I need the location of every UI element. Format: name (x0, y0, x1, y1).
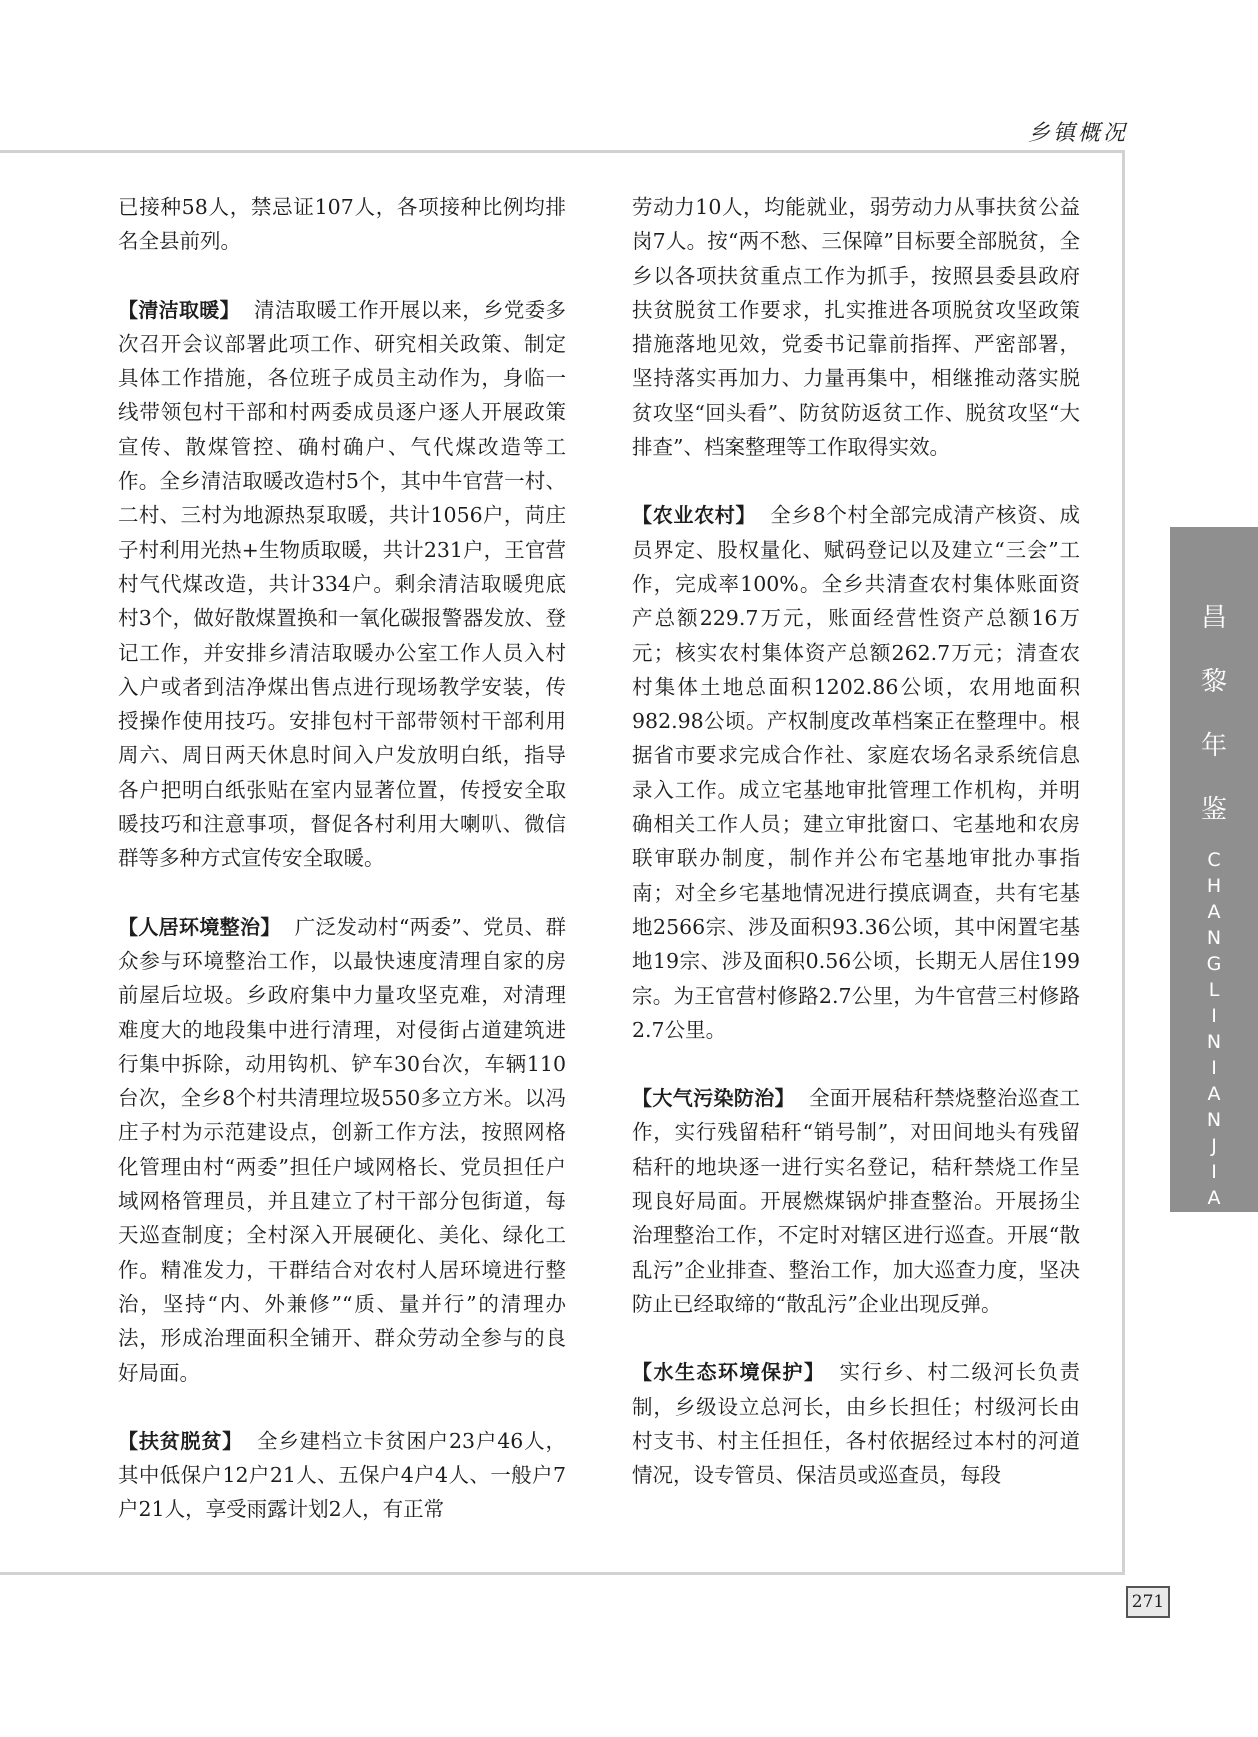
section-heading: 【清洁取暖】 (118, 297, 240, 322)
side-tab-letter: H (1206, 875, 1222, 897)
section-living-environment (118, 910, 566, 1390)
section-heading: 【水生态环境保护】 (632, 1360, 826, 1385)
section-agriculture (632, 498, 1080, 1047)
side-tab-letter: A (1207, 901, 1221, 923)
side-tab-char: 黎 (1200, 667, 1227, 697)
section-text: 全乡8个村全部完成清产核资、成员界定、股权量化、赋码登记以及建立“三会”工作，完成率100%。全乡共清查农村集体账面资产总额229.7万元，账面经营性资产总额16万元；核实农村集体资产总额262.7万元；清查农村集体土地总面积1202.86公顷，农用地面积982.98公顷。产权制度改革档案正在整理中。根据省市要求完成合作社、家庭农场名录系统信息录入工作。成立宅基地审批管理工作机构，并明确相关工作人员；建立审批窗口、宅基地和农房联审联办制度，制作并公布宅基地审批办事指南；对全乡宅基地情况进行摸底调查，共有宅基地2566宗、涉及面积93.36公顷，其中闲置宅基地19宗、涉及面积0.56公顷，长期无人居住199宗。为王官营村修路2.7公里，为牛官营三村修路2.7公里。 (632, 503, 1080, 1042)
side-tab-letter: I (1211, 1005, 1217, 1027)
right-column (632, 190, 1080, 1492)
page-number: 271 (1126, 1586, 1170, 1618)
section-heading: 【农业农村】 (632, 503, 757, 528)
side-tab-letter: A (1207, 1083, 1221, 1105)
side-tab-char: 昌 (1200, 603, 1227, 633)
section-heading: 【人居环境整治】 (118, 914, 281, 939)
section-poverty-alleviation (118, 1424, 566, 1527)
running-header-title: 乡镇概况 (1028, 121, 1129, 146)
side-tab-yearbook (1170, 527, 1258, 1235)
section-text: 全面开展秸秆禁烧整治巡查工作，实行残留秸秆“销号制”，对田间地头有残留秸秆的地块逐一进行实名登记，秸秆禁烧工作呈现良好局面。开展燃煤锅炉排查整治。开展扬尘治理整治工作，不定时对辖区进行巡查。开展“散乱污”企业排查、整治工作，加大巡查力度，坚决防止已经取缔的“散乱污”企业出现反弹。 (632, 1086, 1080, 1316)
section-clean-heating (118, 293, 566, 876)
section-air-pollution (632, 1081, 1080, 1321)
side-tab-char: 年 (1200, 731, 1227, 761)
side-tab-letter: I (1211, 1057, 1217, 1079)
side-tab-letter: I (1211, 1161, 1217, 1183)
section-text: 全乡建档立卡贫困户23户46人，其中低保户12户21人、五保户4户4人、一般户7户21人，享受雨露计划2人，有正常 (118, 1428, 566, 1522)
side-tab-letter: N (1206, 927, 1222, 949)
side-tab-letter: N (1206, 1031, 1222, 1053)
side-tab-char: 鉴 (1200, 795, 1227, 825)
section-text: 实行乡、村二级河长负责制，乡级设立总河长，由乡长担任；村级河长由村支书、村主任担任，各村依据经过本村的河道情况，设专管员、保洁员或巡查员，每段 (632, 1360, 1080, 1488)
side-tab-letter: N (1206, 1109, 1222, 1131)
left-intro-paragraph: 已接种58人，禁忌证107人，各项接种比例均排名全县前列。 (118, 195, 566, 254)
side-tab-letter: N (1206, 1213, 1222, 1235)
section-heading: 【大气污染防治】 (632, 1086, 795, 1111)
section-water-ecology (632, 1355, 1080, 1492)
side-tab-letter: G (1206, 953, 1222, 975)
section-text: 广泛发动村“两委”、党员、群众参与环境整治工作，以最快速度清理自家的房前屋后垃圾。乡政府集中力量攻坚克难，对清理难度大的地段集中进行清理，对侵街占道建筑进行集中拆除，动用钩机、铲车30台次，车辆110台次，全乡8个村共清理垃圾550多立方米。以冯庄子村为示范建设点，创新工作方法，按照网格化管理由村“两委”担任户域网格长、党员担任户域网格管理员，并且建立了村干部分包街道，每天巡查制度；全村深入开展硬化、美化、绿化工作。精准发力，干群结合对农村人居环境进行整治，坚持“内、外兼修”“质、量并行”的清理办法，形成治理面积全铺开、群众劳动全参与的良好局面。 (118, 914, 566, 1385)
side-tab-letter: J (1211, 1135, 1217, 1157)
side-tab-letter: A (1207, 1187, 1221, 1209)
right-intro-paragraph: 劳动力10人，均能就业，弱劳动力从事扶贫公益岗7人。按“两不愁、三保障”目标要全部脱贫，全乡以各项扶贫重点工作为抓手，按照县委县政府扶贫脱贫工作要求，扎实推进各项脱贫攻坚政策措施落地见效，党委书记靠前指挥、严密部署，坚持落实再加力、力量再集中，相继推动落实脱贫攻坚“回头看”、防贫防返贫工作、脱贫攻坚“大排查”、档案整理等工作取得实效。 (632, 195, 1080, 460)
left-column (118, 190, 566, 1527)
section-text: 清洁取暖工作开展以来，乡党委多次召开会议部署此项工作、研究相关政策、制定具体工作措施，各位班子成员主动作为，身临一线带领包村干部和村两委成员逐户逐人开展政策宣传、散煤管控、确村确户、气代煤改造等工作。全乡清洁取暖改造村5个，其中牛官营一村、二村、三村为地源热泵取暖，共计1056户，苘庄子村利用光热+生物质取暖，共计231户，王官营村气代煤改造，共计334户。剩余清洁取暖兜底村3个，做好散煤置换和一氧化碳报警器发放、登记工作，并安排乡清洁取暖办公室工作人员入村入户或者到洁净煤出售点进行现场教学安装，传授操作使用技巧。安排包村干部带领村干部利用周六、周日两天休息时间入户发放明白纸，指导各户把明白纸张贴在室内显著位置，传授安全取暖技巧和注意事项，督促各村利用大喇叭、微信群等多种方式宣传安全取暖。 (118, 297, 567, 871)
side-tab-letter: L (1208, 979, 1220, 1001)
side-tab-letter: C (1207, 849, 1221, 871)
section-heading: 【扶贫脱贫】 (118, 1428, 243, 1453)
